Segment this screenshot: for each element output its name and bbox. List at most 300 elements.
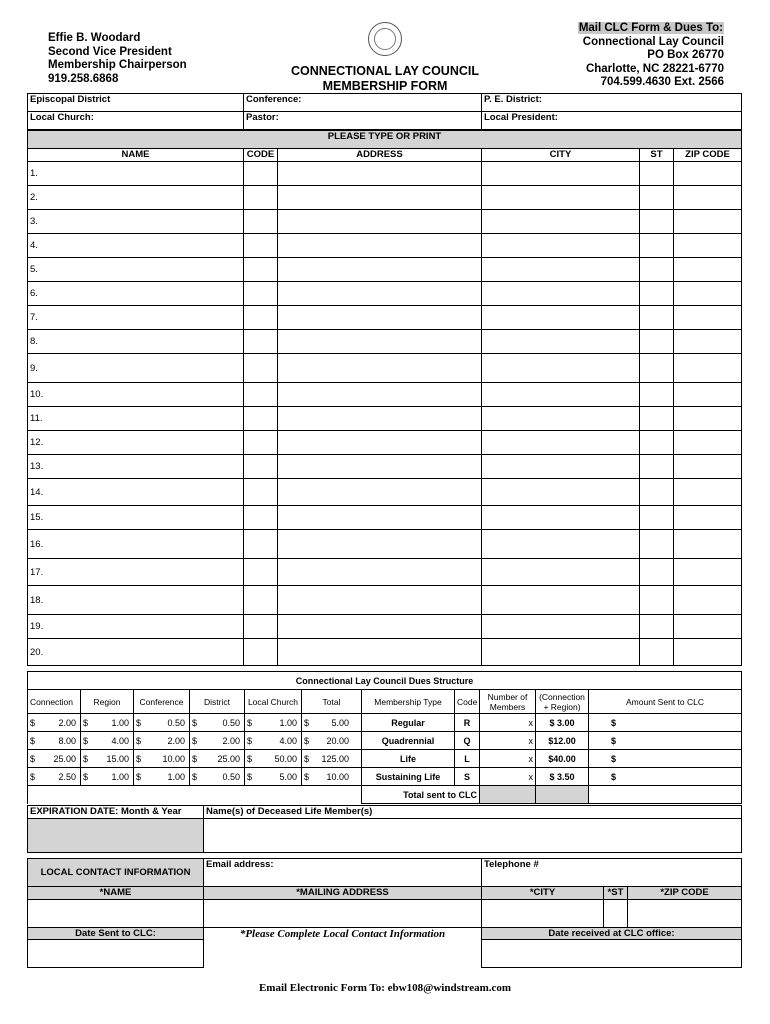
member-st-field[interactable] (640, 586, 674, 615)
member-address-field[interactable] (278, 639, 482, 666)
dollar-sign: $ (136, 735, 142, 746)
dues-connection-cell (28, 768, 81, 786)
member-zip-field[interactable] (674, 455, 742, 479)
row-number: 19. (30, 621, 44, 632)
member-address-field[interactable] (278, 186, 482, 210)
member-st-field[interactable] (640, 431, 674, 455)
row-number: 10. (30, 389, 44, 400)
member-row (28, 162, 742, 186)
member-address-field[interactable] (278, 282, 482, 306)
contact-name-field[interactable] (28, 900, 204, 928)
dues-value: 20.00 (326, 735, 349, 746)
dues-value: 1.00 (167, 771, 185, 782)
dues-conference-cell (134, 768, 190, 786)
col-zip: ZIP CODE (674, 149, 742, 162)
dues-value: 1.00 (111, 771, 129, 782)
member-name-field[interactable] (28, 162, 244, 186)
member-code-field[interactable] (244, 530, 278, 559)
member-code-field[interactable] (244, 258, 278, 282)
row-number: 9. (30, 362, 38, 374)
telephone-field[interactable]: Telephone # (482, 859, 742, 887)
col-city: CITY (482, 149, 640, 162)
dues-col-total: Total (302, 690, 362, 714)
member-st-field[interactable] (640, 234, 674, 258)
dollar-sign: $ (30, 771, 36, 782)
member-code-field[interactable] (244, 330, 278, 354)
member-name-field[interactable] (28, 506, 244, 530)
member-name-field[interactable] (28, 234, 244, 258)
member-zip-field[interactable] (674, 210, 742, 234)
title-line-2: MEMBERSHIP FORM (322, 79, 448, 93)
member-row (28, 506, 742, 530)
membership-code: Q (455, 732, 480, 750)
member-name-field[interactable] (28, 559, 244, 586)
member-name-field[interactable] (28, 586, 244, 615)
member-address-field[interactable] (278, 258, 482, 282)
member-row (28, 455, 742, 479)
member-zip-field[interactable] (674, 234, 742, 258)
member-st-field[interactable] (640, 330, 674, 354)
contact-city-label: *CITY (482, 887, 604, 900)
episcopal-district-field[interactable]: Episcopal District (28, 94, 244, 112)
dues-local-cell (245, 750, 302, 768)
total-rate-field (536, 786, 589, 804)
email-field[interactable]: Email address: (204, 859, 482, 887)
contact-name-label: *NAME (28, 887, 204, 900)
membership-type: Quadrennial (362, 732, 455, 750)
member-st-field[interactable] (640, 615, 674, 639)
member-st-field[interactable] (640, 354, 674, 383)
dues-total-cell (302, 750, 362, 768)
total-sent-label: Total sent to CLC (362, 786, 480, 804)
dues-col-region: Region (81, 690, 134, 714)
member-name-field[interactable] (28, 210, 244, 234)
dues-value: 1.00 (279, 717, 297, 728)
member-row (28, 615, 742, 639)
member-address-field[interactable] (278, 479, 482, 506)
dues-conference-cell (134, 750, 190, 768)
member-name-field[interactable] (28, 354, 244, 383)
row-number: 5. (30, 264, 38, 275)
row-number: 15. (30, 512, 44, 523)
member-zip-field[interactable] (674, 615, 742, 639)
dues-col-rate: (Connection + Region) (536, 690, 589, 714)
dollar-sign: $ (83, 753, 89, 764)
dollar-sign: $ (30, 753, 36, 764)
row-number: 8. (30, 336, 38, 347)
member-zip-field[interactable] (674, 479, 742, 506)
total-amount-field[interactable] (589, 786, 742, 804)
dues-district-cell (190, 732, 245, 750)
row-number: 7. (30, 312, 38, 323)
row-number: 14. (30, 486, 44, 498)
dues-structure-table (27, 671, 742, 804)
member-address-field[interactable] (278, 586, 482, 615)
member-name-field[interactable] (28, 530, 244, 559)
row-number: 2. (30, 192, 38, 203)
dues-local-cell (245, 732, 302, 750)
number-of-members-field[interactable] (480, 768, 536, 786)
rate-value: $ 3.50 (536, 768, 589, 786)
total-members-field[interactable] (480, 786, 536, 804)
contact-zip-field[interactable] (628, 900, 742, 928)
member-name-field[interactable] (28, 431, 244, 455)
col-st: ST (640, 149, 674, 162)
member-city-field[interactable] (482, 330, 640, 354)
dues-value: 2.00 (222, 735, 240, 746)
dues-title: Connectional Lay Council Dues Structure (28, 672, 742, 690)
member-row (28, 639, 742, 666)
member-st-field[interactable] (640, 306, 674, 330)
dues-value: 2.00 (167, 735, 185, 746)
member-address-field[interactable] (278, 407, 482, 431)
member-city-field[interactable] (482, 506, 640, 530)
dollar-sign: $ (247, 771, 253, 782)
dues-value: 1.00 (111, 717, 129, 728)
member-address-field[interactable] (278, 455, 482, 479)
dollar-sign: $ (304, 753, 310, 764)
member-name-field[interactable] (28, 258, 244, 282)
local-contact-heading: LOCAL CONTACT INFORMATION (28, 859, 204, 887)
member-address-field[interactable] (278, 210, 482, 234)
member-address-field[interactable] (278, 330, 482, 354)
dollar-sign: $ (611, 717, 617, 728)
membership-code: L (455, 750, 480, 768)
member-city-field[interactable] (482, 258, 640, 282)
times-sign: x (528, 771, 533, 782)
member-st-field[interactable] (640, 258, 674, 282)
member-city-field[interactable] (482, 639, 640, 666)
contact-st-field[interactable] (604, 900, 628, 928)
member-name-field[interactable] (28, 282, 244, 306)
member-address-field[interactable] (278, 383, 482, 407)
amount-sent-field[interactable] (589, 768, 742, 786)
member-row (28, 530, 742, 559)
form-title (280, 64, 490, 94)
member-zip-field[interactable] (674, 162, 742, 186)
member-row (28, 234, 742, 258)
local-president-field[interactable]: Local President: (482, 112, 742, 130)
member-name-field[interactable] (28, 330, 244, 354)
member-code-field[interactable] (244, 186, 278, 210)
member-name-field[interactable] (28, 639, 244, 666)
member-zip-field[interactable] (674, 354, 742, 383)
dues-col-membership-type: Membership Type (362, 690, 455, 714)
member-name-field[interactable] (28, 186, 244, 210)
dues-value: 4.00 (279, 735, 297, 746)
member-st-field[interactable] (640, 383, 674, 407)
contact-city-field[interactable] (482, 900, 604, 928)
dollar-sign: $ (304, 717, 310, 728)
row-number: 12. (30, 437, 44, 448)
number-of-members-field[interactable] (480, 732, 536, 750)
dollar-sign: $ (247, 717, 253, 728)
dollar-sign: $ (247, 735, 253, 746)
member-zip-field[interactable] (674, 431, 742, 455)
dollar-sign: $ (136, 753, 142, 764)
member-st-field[interactable] (640, 210, 674, 234)
member-city-field[interactable] (482, 559, 640, 586)
member-row (28, 258, 742, 282)
date-sent-label: Date Sent to CLC: (28, 928, 204, 940)
member-code-field[interactable] (244, 586, 278, 615)
col-name: NAME (28, 149, 244, 162)
member-st-field[interactable] (640, 407, 674, 431)
expiration-date-field[interactable] (28, 819, 204, 853)
member-code-field[interactable] (244, 506, 278, 530)
member-zip-field[interactable] (674, 330, 742, 354)
amount-sent-field[interactable] (589, 714, 742, 732)
member-address-field[interactable] (278, 234, 482, 258)
dollar-sign: $ (30, 717, 36, 728)
member-zip-field[interactable] (674, 586, 742, 615)
row-number: 16. (30, 538, 44, 550)
dues-col-conference: Conference (134, 690, 190, 714)
rate-value: $12.00 (536, 732, 589, 750)
dues-value: 2.50 (58, 771, 76, 782)
date-received-field[interactable] (482, 940, 742, 968)
dues-col-local-church: Local Church (245, 690, 302, 714)
member-zip-field[interactable] (674, 282, 742, 306)
row-number: 13. (30, 461, 44, 472)
member-address-field[interactable] (278, 431, 482, 455)
title-line-1: CONNECTIONAL LAY COUNCIL (291, 64, 479, 78)
row-number: 1. (30, 168, 38, 179)
conference-field[interactable]: Conference: (244, 94, 482, 112)
member-code-field[interactable] (244, 615, 278, 639)
member-st-field[interactable] (640, 186, 674, 210)
member-row (28, 354, 742, 383)
member-row (28, 559, 742, 586)
member-city-field[interactable] (482, 162, 640, 186)
member-code-field[interactable] (244, 162, 278, 186)
member-st-field[interactable] (640, 479, 674, 506)
number-of-members-field[interactable] (480, 750, 536, 768)
member-st-field[interactable] (640, 530, 674, 559)
member-st-field[interactable] (640, 455, 674, 479)
mail-phone: 704.599.4630 Ext. 2566 (600, 76, 724, 88)
member-zip-field[interactable] (674, 258, 742, 282)
dues-value: 8.00 (58, 735, 76, 746)
date-sent-field[interactable] (28, 940, 204, 968)
member-code-field[interactable] (244, 282, 278, 306)
dues-local-cell (245, 714, 302, 732)
contact-note: *Please Complete Local Contact Information (204, 928, 482, 968)
rate-value: $ 3.00 (536, 714, 589, 732)
row-number: 4. (30, 240, 38, 251)
dues-row (28, 768, 742, 786)
dues-value: 0.50 (222, 771, 240, 782)
dues-value: 4.00 (111, 735, 129, 746)
member-zip-field[interactable] (674, 383, 742, 407)
member-code-field[interactable] (244, 639, 278, 666)
dues-value: 0.50 (167, 717, 185, 728)
dues-district-cell (190, 750, 245, 768)
dues-row (28, 714, 742, 732)
member-city-field[interactable] (482, 210, 640, 234)
member-city-field[interactable] (482, 431, 640, 455)
member-address-field[interactable] (278, 162, 482, 186)
dollar-sign: $ (192, 771, 198, 782)
member-row (28, 586, 742, 615)
dues-value: 25.00 (53, 753, 76, 764)
dues-connection-cell (28, 750, 81, 768)
member-code-field[interactable] (244, 479, 278, 506)
member-city-field[interactable] (482, 383, 640, 407)
dollar-sign: $ (247, 753, 253, 764)
member-city-field[interactable] (482, 306, 640, 330)
contact-address-label: *MAILING ADDRESS (204, 887, 482, 900)
member-code-field[interactable] (244, 559, 278, 586)
dollar-sign: $ (192, 717, 198, 728)
dues-value: 10.00 (326, 771, 349, 782)
member-address-field[interactable] (278, 559, 482, 586)
member-name-field[interactable] (28, 615, 244, 639)
dollar-sign: $ (83, 735, 89, 746)
member-zip-field[interactable] (674, 306, 742, 330)
dollar-sign: $ (611, 753, 617, 764)
dues-row (28, 732, 742, 750)
dues-region-cell (81, 768, 134, 786)
contact-person-block (48, 32, 187, 86)
member-code-field[interactable] (244, 234, 278, 258)
member-city-field[interactable] (482, 282, 640, 306)
member-row (28, 186, 742, 210)
dues-col-number: Number of Members (480, 690, 536, 714)
member-name-field[interactable] (28, 383, 244, 407)
member-code-field[interactable] (244, 210, 278, 234)
dues-value: 2.00 (58, 717, 76, 728)
dollar-sign: $ (304, 771, 310, 782)
col-code: CODE (244, 149, 278, 162)
number-of-members-field[interactable] (480, 714, 536, 732)
member-city-field[interactable] (482, 186, 640, 210)
member-address-field[interactable] (278, 615, 482, 639)
member-zip-field[interactable] (674, 407, 742, 431)
dues-col-district: District (190, 690, 245, 714)
row-number: 18. (30, 594, 44, 606)
member-st-field[interactable] (640, 282, 674, 306)
dues-value: 10.00 (162, 753, 185, 764)
dollar-sign: $ (611, 771, 617, 782)
amount-sent-field[interactable] (589, 732, 742, 750)
dues-value: 125.00 (321, 753, 349, 764)
member-city-field[interactable] (482, 455, 640, 479)
membership-type: Life (362, 750, 455, 768)
member-address-field[interactable] (278, 530, 482, 559)
member-address-field[interactable] (278, 306, 482, 330)
local-church-field[interactable]: Local Church: (28, 112, 244, 130)
row-number: 11. (30, 413, 43, 424)
member-st-field[interactable] (640, 639, 674, 666)
dollar-sign: $ (136, 771, 142, 782)
dues-district-cell (190, 768, 245, 786)
contact-zip-label: *ZIP CODE (628, 887, 742, 900)
dues-conference-cell (134, 732, 190, 750)
contact-address-field[interactable] (204, 900, 482, 928)
row-number: 17. (30, 566, 44, 578)
member-st-field[interactable] (640, 559, 674, 586)
dues-conference-cell (134, 714, 190, 732)
member-name-field[interactable] (28, 479, 244, 506)
dollar-sign: $ (192, 735, 198, 746)
dollar-sign: $ (83, 717, 89, 728)
dues-value: 5.00 (279, 771, 297, 782)
member-name-field[interactable] (28, 407, 244, 431)
dues-region-cell (81, 750, 134, 768)
seal-emblem-icon (368, 22, 402, 56)
member-code-field[interactable] (244, 455, 278, 479)
pastor-field[interactable]: Pastor: (244, 112, 482, 130)
mail-city: Charlotte, NC 28221-6770 (585, 62, 724, 75)
total-spacer (28, 786, 362, 804)
membership-code: R (455, 714, 480, 732)
member-row (28, 330, 742, 354)
member-address-field[interactable] (278, 354, 482, 383)
dollar-sign: $ (83, 771, 89, 782)
member-row (28, 479, 742, 506)
pe-district-field[interactable]: P. E. District: (482, 94, 742, 112)
member-city-field[interactable] (482, 615, 640, 639)
member-city-field[interactable] (482, 354, 640, 383)
contact-name: Effie B. Woodard (48, 32, 141, 44)
member-code-field[interactable] (244, 383, 278, 407)
deceased-names-field[interactable] (204, 819, 742, 853)
dues-total-cell (302, 768, 362, 786)
contact-phone: 919.258.6868 (48, 72, 119, 85)
member-city-field[interactable] (482, 586, 640, 615)
member-code-field[interactable] (244, 431, 278, 455)
dues-district-cell (190, 714, 245, 732)
contact-role: Membership Chairperson (48, 59, 187, 71)
member-row (28, 282, 742, 306)
member-zip-field[interactable] (674, 530, 742, 559)
contact-st-label: *ST (604, 887, 628, 900)
member-city-field[interactable] (482, 407, 640, 431)
member-name-field[interactable] (28, 306, 244, 330)
rate-value: $40.00 (536, 750, 589, 768)
member-city-field[interactable] (482, 479, 640, 506)
row-number: 20. (30, 646, 44, 658)
dollar-sign: $ (30, 735, 36, 746)
member-zip-field[interactable] (674, 639, 742, 666)
member-code-field[interactable] (244, 407, 278, 431)
member-code-field[interactable] (244, 306, 278, 330)
dollar-sign: $ (611, 735, 617, 746)
dollar-sign: $ (304, 735, 310, 746)
member-st-field[interactable] (640, 162, 674, 186)
member-city-field[interactable] (482, 530, 640, 559)
member-code-field[interactable] (244, 354, 278, 383)
amount-sent-field[interactable] (589, 750, 742, 768)
row-number: 3. (30, 216, 38, 227)
member-address-field[interactable] (278, 506, 482, 530)
member-row (28, 210, 742, 234)
dues-connection-cell (28, 714, 81, 732)
member-name-field[interactable] (28, 455, 244, 479)
member-zip-field[interactable] (674, 559, 742, 586)
member-city-field[interactable] (482, 234, 640, 258)
dues-col-code: Code (455, 690, 480, 714)
member-st-field[interactable] (640, 506, 674, 530)
date-received-label: Date received at CLC office: (482, 928, 742, 940)
dollar-sign: $ (192, 753, 198, 764)
member-row (28, 407, 742, 431)
member-row (28, 383, 742, 407)
member-zip-field[interactable] (674, 506, 742, 530)
dues-col-amount: Amount Sent to CLC (589, 690, 742, 714)
member-zip-field[interactable] (674, 186, 742, 210)
